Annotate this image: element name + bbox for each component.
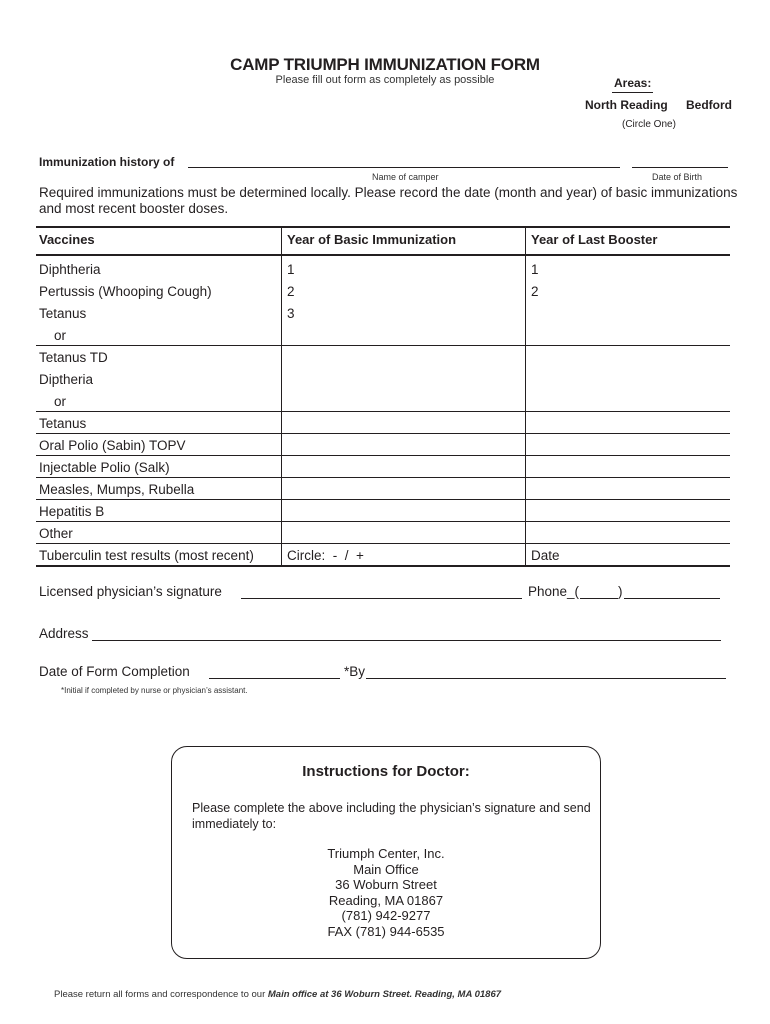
vaccine-injectable-polio: Injectable Polio (Salk) — [39, 460, 170, 475]
physician-signature-field[interactable] — [241, 598, 522, 599]
address-line: FAX (781) 944-6535 — [327, 923, 445, 939]
phone-label: Phone_( — [528, 584, 580, 599]
vaccine-diphtheria: Diphtheria — [39, 262, 101, 277]
completed-by-field[interactable] — [366, 678, 726, 679]
completion-date-label: Date of Form Completion — [39, 664, 190, 679]
table-divider — [36, 521, 730, 522]
area-bedford[interactable]: Bedford — [686, 98, 732, 112]
vaccine-tetanus-td: Tetanus TD — [39, 350, 108, 365]
vaccine-oral-polio: Oral Polio (Sabin) TOPV — [39, 438, 186, 453]
phone-close-paren: ) — [618, 584, 623, 599]
footer-note — [54, 989, 501, 1000]
header-vaccines: Vaccines — [39, 232, 95, 247]
basic-pertussis[interactable]: 2 — [287, 284, 295, 299]
dob-caption: Date of Birth — [652, 172, 703, 182]
tuberculin-date[interactable]: Date — [531, 548, 560, 563]
basic-tetanus[interactable]: 3 — [287, 306, 295, 321]
form-title: CAMP TRIUMPH IMMUNIZATION FORM — [230, 55, 540, 74]
instructions-text: Please complete the above including the physician’s signature and send immediately to: — [192, 801, 591, 831]
form-subtitle: Please fill out form as completely as possible — [275, 74, 495, 86]
vaccine-other: Other — [39, 526, 73, 541]
vaccine-or: or — [39, 328, 67, 343]
completion-date-field[interactable] — [209, 678, 340, 679]
column-divider — [525, 226, 526, 566]
table-divider — [36, 345, 730, 346]
footer-text: Please return all forms and correspondence to our — [54, 989, 268, 1000]
area-north-reading[interactable]: North Reading — [585, 98, 668, 112]
basic-diphtheria[interactable]: 1 — [287, 262, 295, 277]
vaccine-diptheria: Diptheria — [39, 372, 94, 387]
vaccine-mmr: Measles, Mumps, Rubella — [39, 482, 195, 497]
address-line: Main Office — [353, 861, 419, 877]
table-divider — [36, 411, 730, 412]
mailing-address — [171, 846, 601, 939]
address-line: Reading, MA 01867 — [328, 892, 444, 908]
header-last-booster: Year of Last Booster — [531, 232, 658, 247]
by-label: *By — [344, 664, 366, 679]
areas-title: Areas: — [614, 76, 652, 90]
areas-underline — [612, 92, 653, 93]
address-field[interactable] — [92, 640, 721, 641]
date-of-birth-field[interactable] — [632, 167, 728, 168]
table-divider — [36, 433, 730, 434]
address-line: 36 Woburn Street — [335, 877, 437, 892]
table-top-border — [36, 226, 730, 228]
phone-number-field[interactable] — [624, 598, 720, 599]
intro-text: Required immunizations must be determined locally. Please record the date (month and year) of basic immunizations and most recent booster doses. — [39, 185, 738, 216]
address-line: (781) 942-9277 — [341, 908, 431, 923]
tuberculin-circle[interactable]: Circle: - / + — [287, 548, 364, 563]
circle-one-note: (Circle One) — [622, 119, 676, 130]
address-label: Address — [39, 626, 89, 641]
vaccine-or: or — [39, 394, 67, 409]
immunization-history-label: Immunization history of — [39, 155, 175, 169]
table-header-border — [36, 254, 730, 256]
vaccine-pertussis: Pertussis (Whooping Cough) — [39, 284, 212, 299]
name-caption: Name of camper — [372, 172, 439, 182]
address-line: Triumph Center, Inc. — [327, 846, 445, 861]
vaccine-tetanus-2: Tetanus — [39, 416, 87, 431]
instructions-title: Instructions for Doctor: — [302, 763, 470, 780]
phone-area-code-field[interactable] — [580, 598, 618, 599]
booster-diphtheria[interactable]: 1 — [531, 262, 539, 277]
physician-signature-label: Licensed physician’s signature — [39, 584, 222, 599]
booster-pertussis[interactable]: 2 — [531, 284, 539, 299]
footer-address: Main office at 36 Woburn Street. Reading, MA 01867 — [267, 989, 502, 1000]
initial-footnote: *Initial if completed by nurse or physician’s assistant. — [61, 686, 248, 695]
vaccine-tetanus: Tetanus — [39, 306, 87, 321]
column-divider — [281, 226, 282, 566]
vaccine-tuberculin: Tuberculin test results (most recent) — [39, 548, 254, 563]
table-divider — [36, 543, 730, 544]
vaccine-hepatitis-b: Hepatitis B — [39, 504, 105, 519]
header-basic-immunization: Year of Basic Immunization — [287, 232, 457, 247]
camper-name-field[interactable] — [188, 167, 620, 168]
